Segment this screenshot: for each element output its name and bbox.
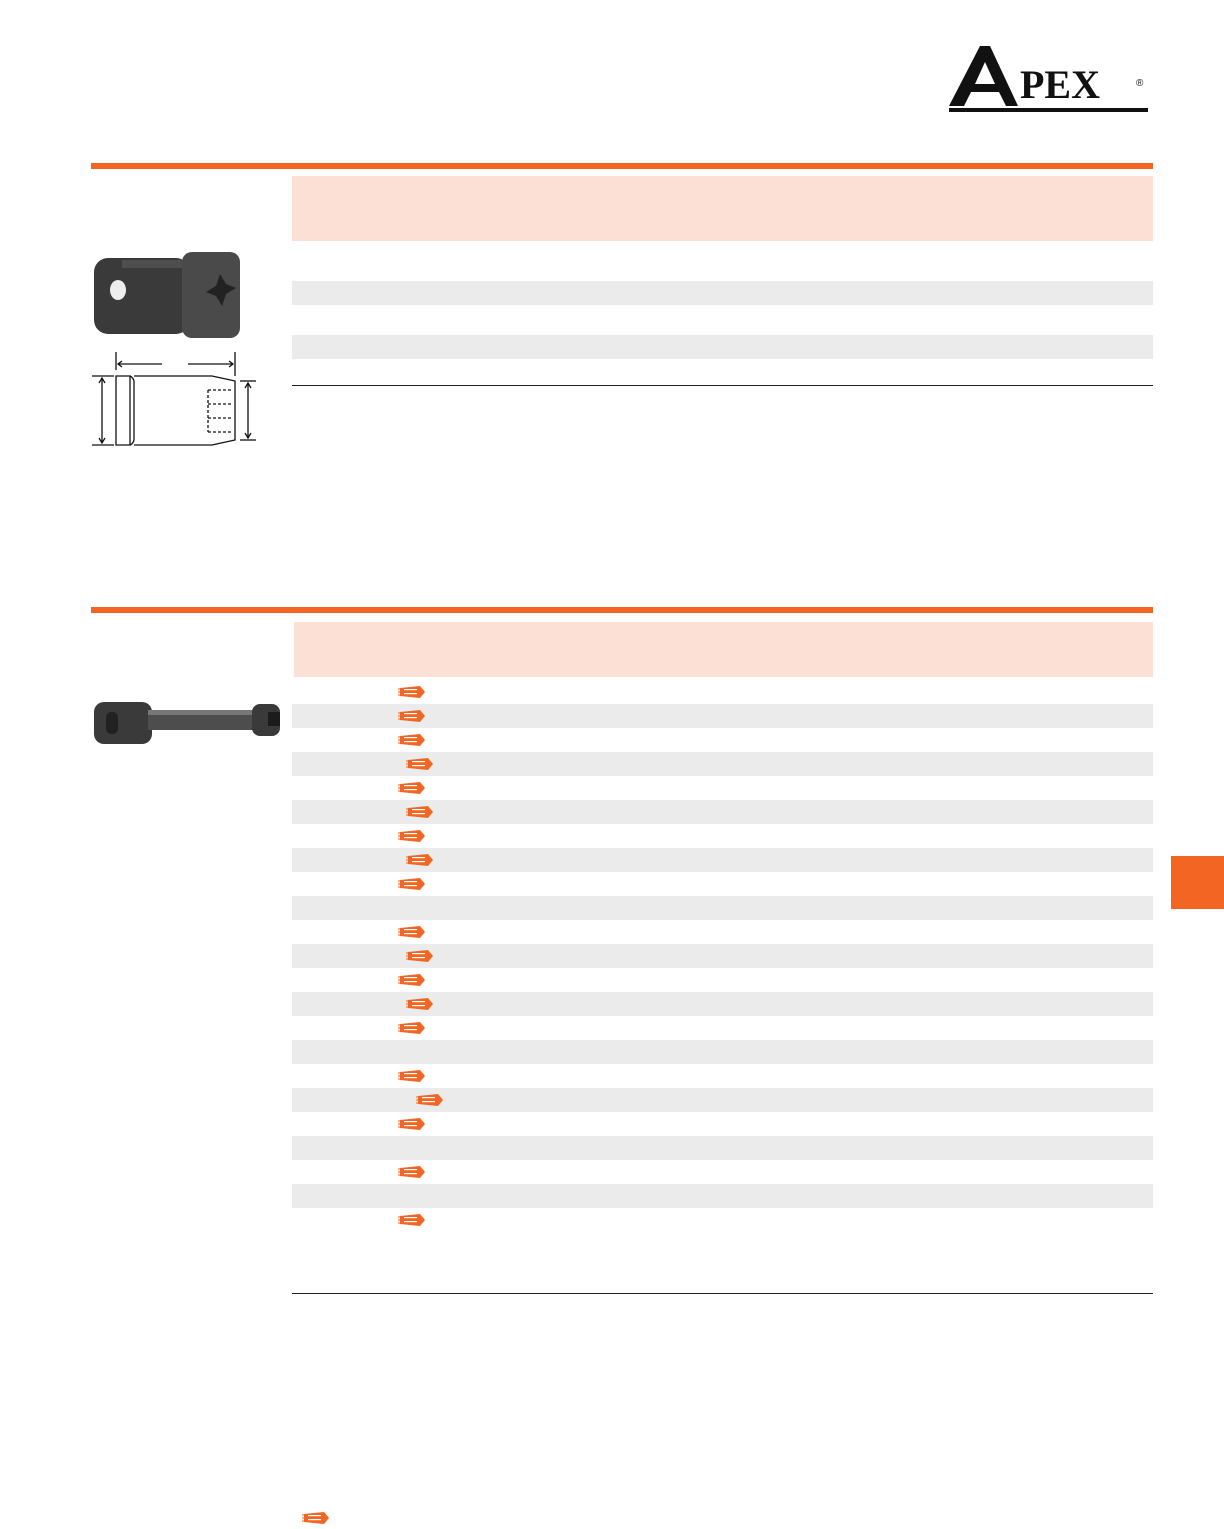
- section-2-table: [292, 680, 1153, 1232]
- socket-dimension-drawing: [92, 352, 262, 452]
- table-row: [292, 335, 1153, 359]
- rapid-select-badge-icon: [398, 733, 426, 747]
- rapid-select-badge-icon: [406, 853, 434, 867]
- table-row: [292, 680, 1153, 704]
- section-1-table: [292, 257, 1153, 383]
- table-row: [292, 776, 1153, 800]
- apex-logo: [946, 44, 1152, 116]
- rapid-select-badge-icon: [398, 709, 426, 723]
- table-row: [292, 1184, 1153, 1208]
- table-row: [292, 752, 1153, 776]
- table-row: [292, 800, 1153, 824]
- table-row: [292, 281, 1153, 305]
- chapter-tab: [1171, 856, 1224, 909]
- table-row: [292, 992, 1153, 1016]
- svg-text:®: ®: [1136, 78, 1144, 89]
- rapid-select-badge-icon: [398, 781, 426, 795]
- section-2-table-header: [294, 622, 1153, 677]
- table-row: [292, 872, 1153, 896]
- torx-impact-socket-photo: [92, 250, 242, 340]
- impact-extension-bar-photo: [92, 698, 282, 746]
- rapid-select-badge-icon: [406, 805, 434, 819]
- section-2-rule: [91, 607, 1153, 613]
- rapid-select-badge-icon: [406, 757, 434, 771]
- table-row: [292, 257, 1153, 281]
- rapid-select-badge-icon: [398, 925, 426, 939]
- rapid-select-badge-icon: [398, 829, 426, 843]
- table-row: [292, 1136, 1153, 1160]
- table-row: [292, 728, 1153, 752]
- section-1-table-bottom-rule: [292, 385, 1153, 386]
- svg-text:PEX: PEX: [1020, 62, 1100, 107]
- table-row: [292, 824, 1153, 848]
- table-row: [292, 848, 1153, 872]
- table-row: [292, 305, 1153, 335]
- table-row: [292, 1088, 1153, 1112]
- section-1-rule: [91, 163, 1153, 169]
- rapid-select-badge-icon: [302, 1511, 330, 1525]
- rapid-select-badge-icon: [416, 1093, 444, 1107]
- rapid-select-badge-icon: [398, 877, 426, 891]
- rapid-select-badge-icon: [398, 1213, 426, 1227]
- table-row: [292, 1064, 1153, 1088]
- table-row: [292, 1208, 1153, 1232]
- table-row: [292, 968, 1153, 992]
- rapid-select-badge-icon: [406, 949, 434, 963]
- section-2-table-bottom-rule: [292, 1293, 1153, 1294]
- table-row: [292, 1160, 1153, 1184]
- rapid-select-badge-icon: [398, 1165, 426, 1179]
- table-row: [292, 704, 1153, 728]
- section-1-table-header: [292, 176, 1153, 241]
- rapid-select-badge-icon: [398, 1021, 426, 1035]
- table-row: [292, 920, 1153, 944]
- table-row: [292, 944, 1153, 968]
- table-row: [292, 896, 1153, 920]
- table-row: [292, 1016, 1153, 1040]
- table-row: [292, 1112, 1153, 1136]
- rapid-select-badge-icon: [406, 997, 434, 1011]
- table-row: [292, 359, 1153, 383]
- table-row: [292, 1040, 1153, 1064]
- rapid-select-badge-icon: [398, 1069, 426, 1083]
- rapid-select-badge-icon: [398, 685, 426, 699]
- rapid-select-badge-icon: [398, 973, 426, 987]
- rapid-select-badge-icon: [398, 1117, 426, 1131]
